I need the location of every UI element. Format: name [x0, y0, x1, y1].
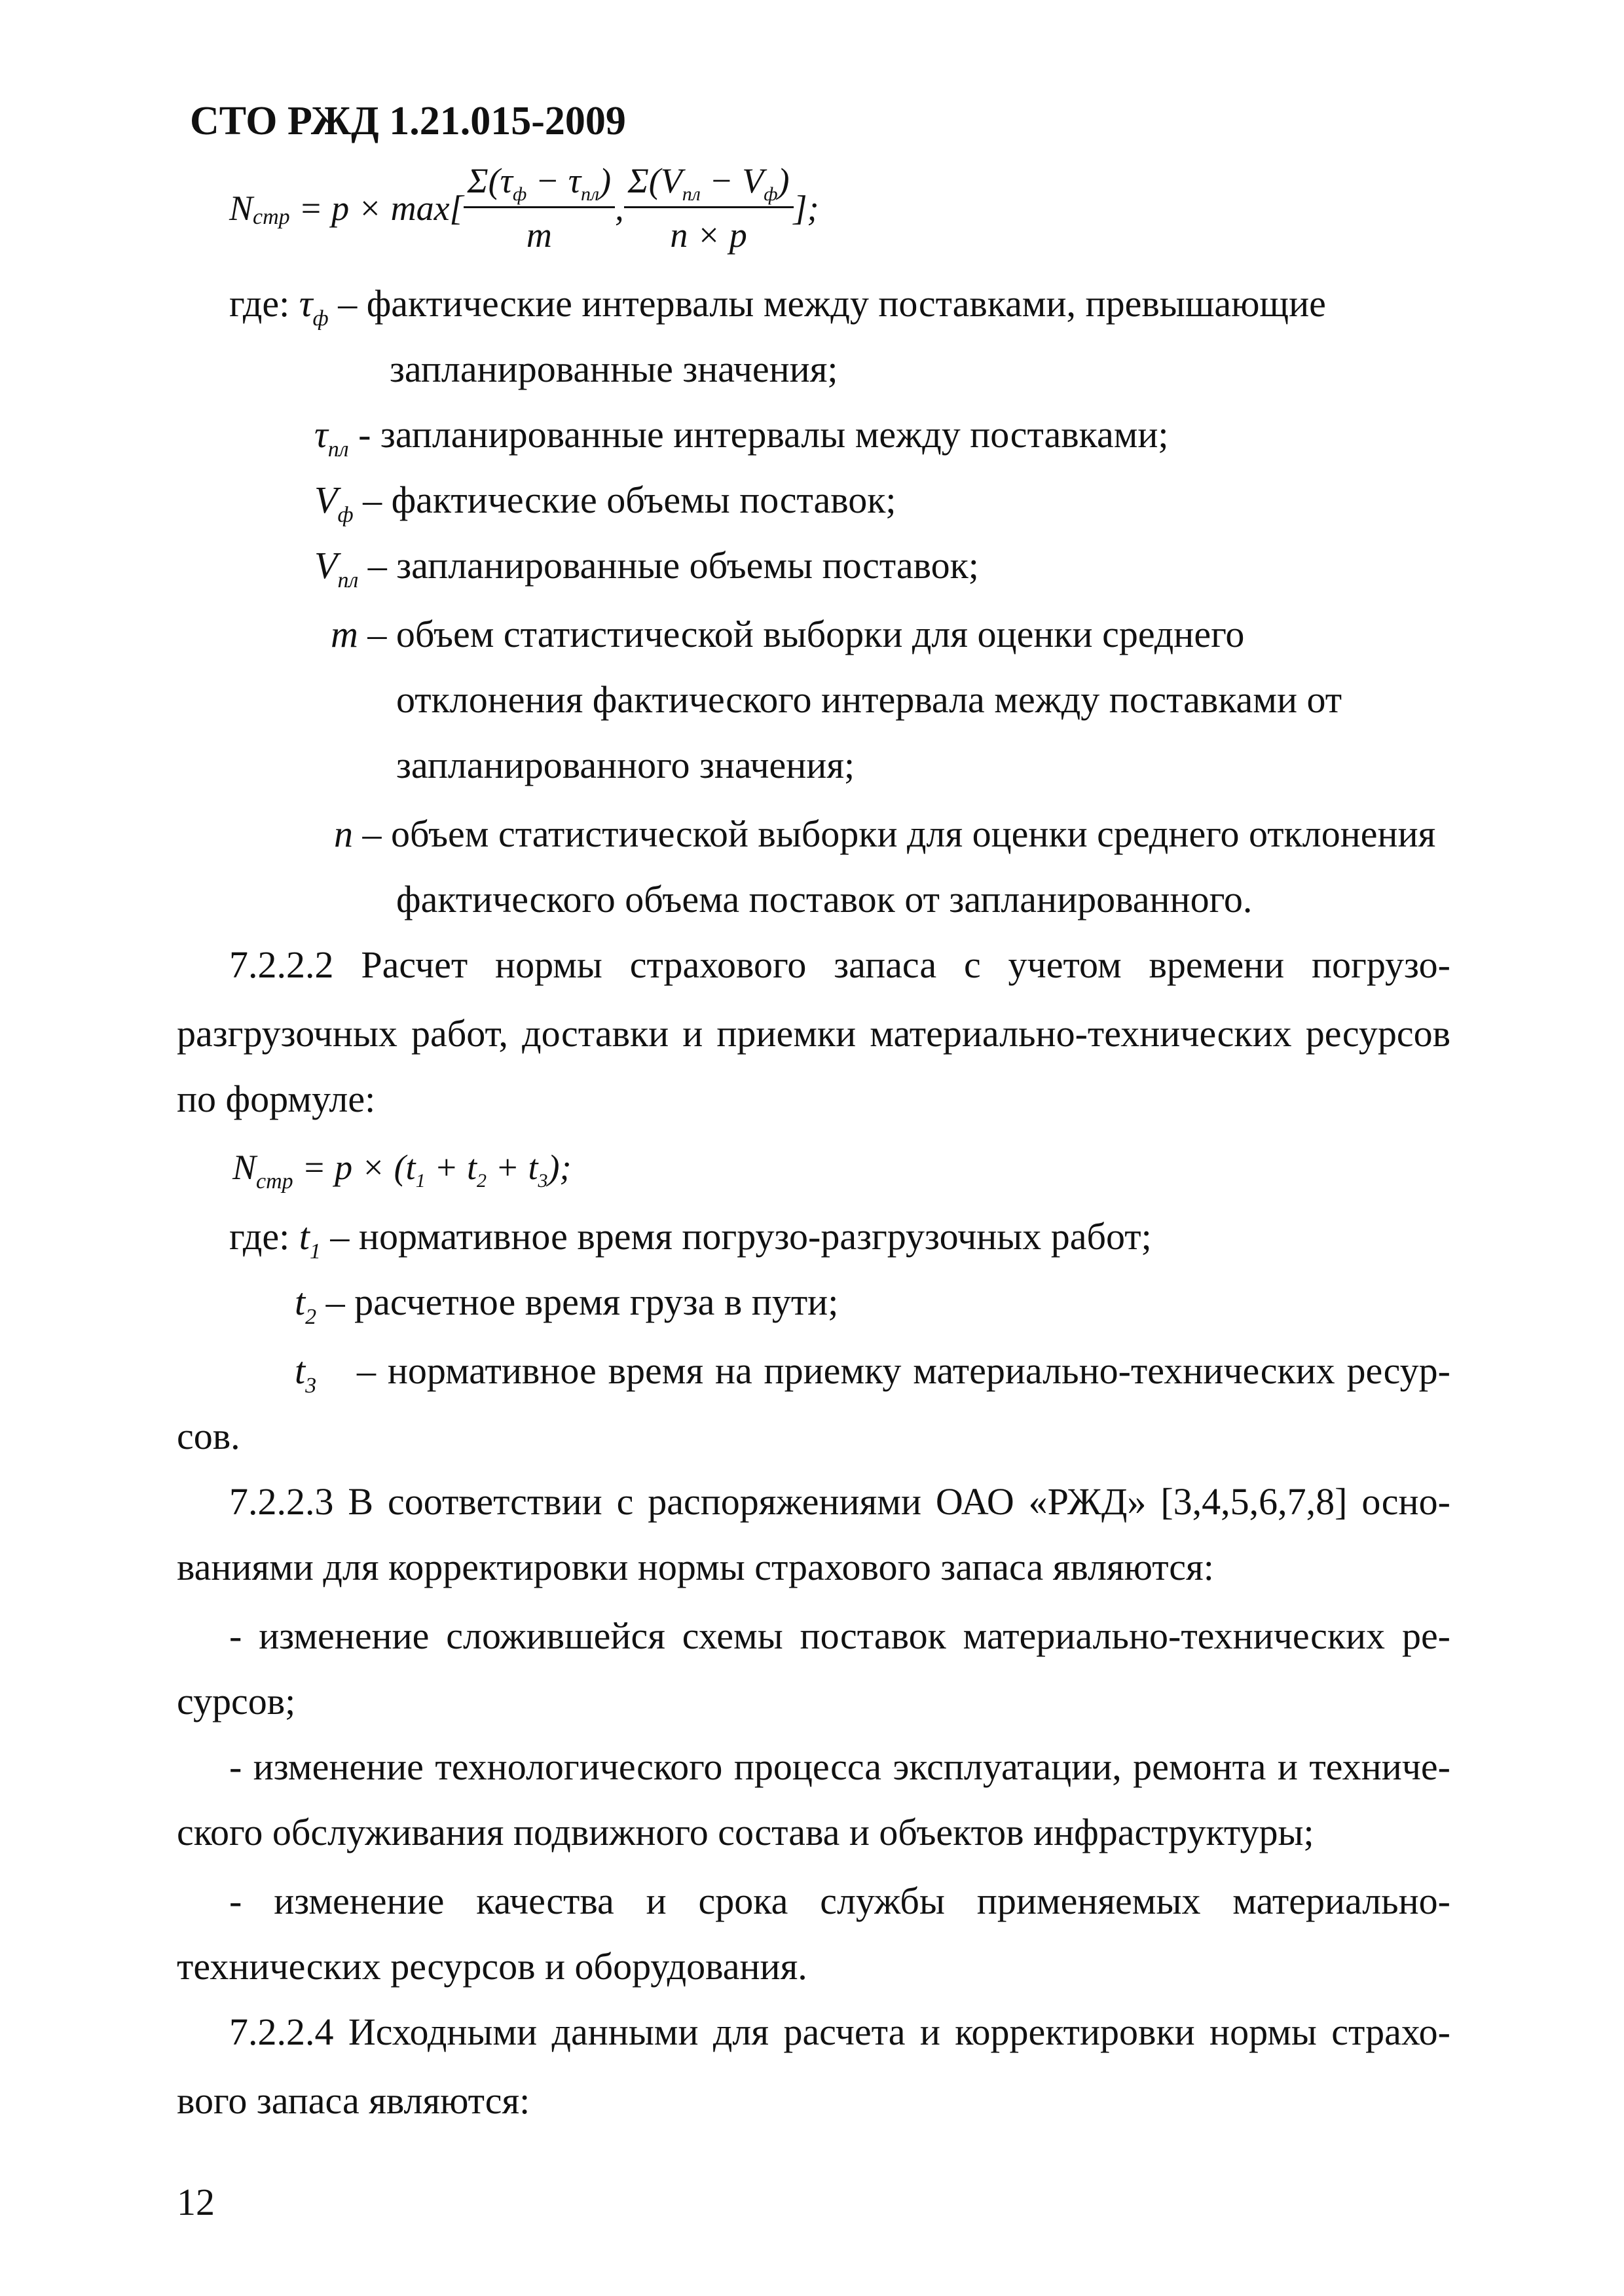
paragraph-7223-line-2: ваниями для корректировки нормы страхового запаса являются:: [177, 1546, 1214, 1588]
list-item-supply-scheme: - изменение сложившейся схемы поставок материально-технических ре-: [229, 1614, 1450, 1657]
paragraph-7222-line-1: 7.2.2.2 Расчет нормы страхового запаса с учетом времени погрузо-: [229, 943, 1450, 986]
formula-fraction-interval: $\frac{\Sigma(\tau_ф - \tau_{пл})}{m}$: [464, 160, 616, 255]
paragraph-7222-line-2: разгрузочных работ, доставки и приемки материально-технических ресурсов: [177, 1012, 1450, 1055]
definition-m: m – объем статистической выборки для оценки среднего: [331, 613, 1245, 655]
definition-t3-symbol: $t_3$: [295, 1349, 317, 1398]
definition-n: n – объем статистической выборки для оценки среднего отклонения: [334, 812, 1436, 855]
list-item-supply-scheme-continued: сурсов;: [177, 1680, 296, 1722]
document-code-header: СТО РЖД 1.21.015-2009: [190, 99, 626, 143]
page-number: 12: [177, 2181, 215, 2223]
definition-tau-pl: $\tau_{пл}$ - запланированные интервалы между поставками;: [314, 413, 1169, 462]
definition-tau-f: где: $\tau_ф$ – фактические интервалы между поставками, превышающие: [229, 282, 1326, 331]
paragraph-7222-line-3: по формуле:: [177, 1078, 376, 1120]
formula-safety-stock-time: $N_{стр} = p \times (t_1 + t_2 + t_3)$;: [232, 1148, 572, 1194]
formula-fraction-volume: $\frac{\Sigma(V_{пл} - V_ф)}{n \times p}$: [624, 160, 794, 255]
definition-n-continued: фактического объема поставок от запланированного.: [396, 878, 1253, 920]
definition-t1: где: $t_1$ – нормативное время погрузо-разгрузочных работ;: [229, 1215, 1152, 1264]
list-item-technological-process: - изменение технологического процесса эксплуатации, ремонта и техниче-: [229, 1745, 1450, 1788]
definition-t2: $t_2$ – расчетное время груза в пути;: [295, 1281, 839, 1329]
list-item-technological-process-continued: ского обслуживания подвижного состава и объектов инфраструктуры;: [177, 1811, 1314, 1853]
formula-safety-stock-max: N стр = p × max[ $\frac{\Sigma(\tau_ф - \tau_{пл})}{m}$ , $\frac{\Sigma(V_{пл} - V_ф)}{n \times p}$ ];: [229, 161, 819, 255]
paragraph-7224-line-1: 7.2.2.4 Исходными данными для расчета и корректировки нормы страхо-: [229, 2011, 1450, 2053]
definition-v-f: $V_ф$ – фактические объемы поставок;: [314, 479, 896, 527]
definition-m-continued-1: отклонения фактического интервала между поставками от: [396, 678, 1342, 721]
definition-t3-text: – нормативное время на приемку материально-технических ресур-: [357, 1349, 1450, 1392]
list-item-quality-service-life: - изменение качества и срока службы применяемых материально-: [229, 1880, 1450, 1922]
list-item-quality-service-life-continued: технических ресурсов и оборудования.: [177, 1945, 807, 1988]
paragraph-7224-line-2: вого запаса являются:: [177, 2079, 530, 2122]
paragraph-7223-line-1: 7.2.2.3 В соответствии с распоряжениями ОАО «РЖД» [3,4,5,6,7,8] осно-: [229, 1480, 1450, 1523]
definition-tau-f-continued: запланированные значения;: [390, 348, 838, 390]
definition-v-pl: $V_{пл}$ – запланированные объемы поставок;: [314, 544, 979, 592]
definition-t3-continued: сов.: [177, 1415, 240, 1457]
definition-m-continued-2: запланированного значения;: [396, 744, 855, 786]
